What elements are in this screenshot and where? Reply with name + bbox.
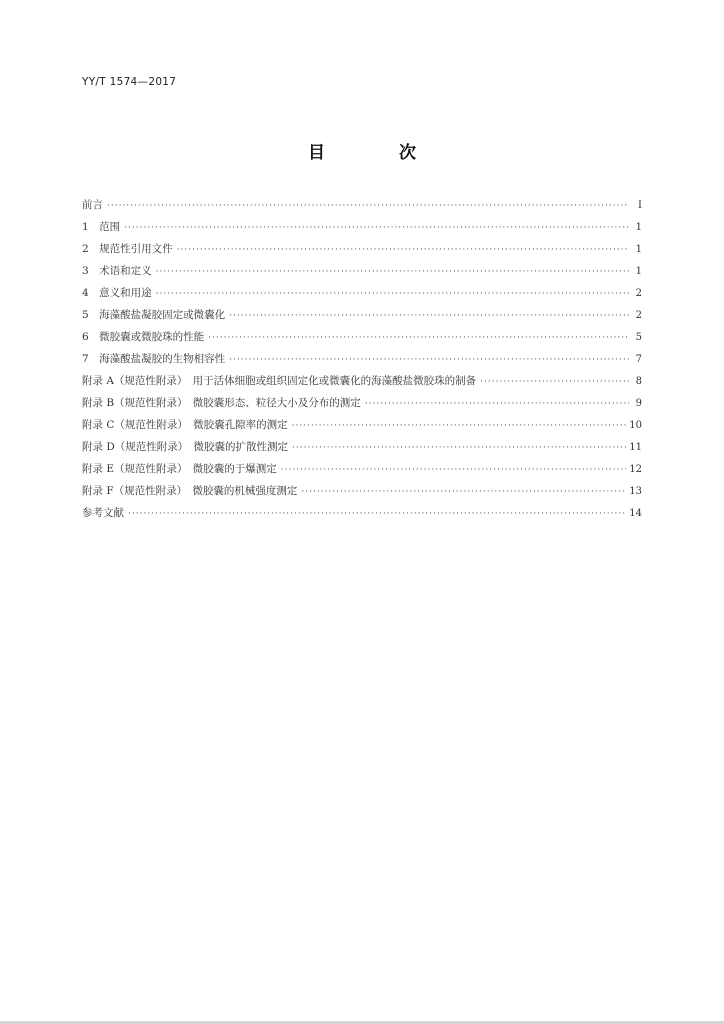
toc-entry[interactable] xyxy=(82,483,642,505)
toc-leader-dots xyxy=(208,333,629,343)
toc-entry-page-number: 7 xyxy=(635,354,642,365)
toc-entry-page-number: 11 xyxy=(629,442,642,453)
toc-entry[interactable] xyxy=(82,307,642,329)
toc-entry[interactable] xyxy=(82,241,642,263)
toc-entry[interactable] xyxy=(82,351,642,373)
toc-leader-dots xyxy=(229,355,629,365)
toc-entry-label: 附录 E（规范性附录） 微胶囊的于爆测定 xyxy=(82,463,277,475)
toc-entry-label: 前言 xyxy=(82,199,103,211)
toc-entry-page-number: 13 xyxy=(629,486,642,497)
toc-title: 目 次 xyxy=(308,143,450,163)
toc-entry-label: 附录 D（规范性附录） 微胶囊的扩散性测定 xyxy=(82,441,289,453)
toc-entry[interactable] xyxy=(82,417,642,439)
toc-leader-dots xyxy=(292,443,626,453)
toc-leader-dots xyxy=(281,465,627,475)
toc-entry-label: 附录 A（规范性附录） 用于活体细胞或组织固定化或微囊化的海藻酸盐微胶珠的制备 xyxy=(82,375,477,387)
toc-leader-dots xyxy=(156,267,629,277)
toc-leader-dots xyxy=(177,245,629,255)
table-of-contents xyxy=(82,197,642,527)
toc-entry-page-number: 1 xyxy=(635,244,642,255)
toc-entry-label: 6 微胶囊或微胶珠的性能 xyxy=(82,331,205,343)
toc-entry[interactable] xyxy=(82,329,642,351)
toc-entry-page-number: Ⅰ xyxy=(638,200,642,211)
toc-entry-label: 附录 B（规范性附录） 微胶囊形态、粒径大小及分布的测定 xyxy=(82,397,361,409)
toc-leader-dots xyxy=(128,509,626,519)
toc-entry[interactable] xyxy=(82,439,642,461)
toc-entry-page-number: 5 xyxy=(635,332,642,343)
toc-entry-label: 4 意义和用途 xyxy=(82,287,152,299)
toc-entry[interactable] xyxy=(82,263,642,285)
toc-entry[interactable] xyxy=(82,395,642,417)
toc-entry-label: 3 术语和定义 xyxy=(82,265,152,277)
toc-entry-page-number: 12 xyxy=(629,464,642,475)
toc-entry-label: 1 范围 xyxy=(82,221,121,233)
toc-leader-dots xyxy=(365,399,629,409)
toc-entry-page-number: 2 xyxy=(635,310,642,321)
toc-leader-dots xyxy=(229,311,629,321)
toc-entry-page-number: 9 xyxy=(635,398,642,409)
toc-leader-dots xyxy=(301,487,626,497)
toc-entry-label: 附录 F（规范性附录） 微胶囊的机械强度测定 xyxy=(82,485,298,497)
toc-entry-page-number: 1 xyxy=(635,222,642,233)
toc-entry-label: 附录 C（规范性附录） 微胶囊孔隙率的测定 xyxy=(82,419,288,431)
toc-entry-page-number: 10 xyxy=(629,420,642,431)
document-code: YY/T 1574—2017 xyxy=(82,76,177,88)
toc-entry-label: 参考文献 xyxy=(82,507,124,519)
toc-entry-label: 2 规范性引用文件 xyxy=(82,243,173,255)
toc-leader-dots xyxy=(292,421,627,431)
toc-entry-page-number: 2 xyxy=(635,288,642,299)
toc-leader-dots xyxy=(124,223,629,233)
toc-entry[interactable] xyxy=(82,373,642,395)
toc-entry-label: 7 海藻酸盐凝胶的生物相容性 xyxy=(82,353,226,365)
toc-entry-page-number: 1 xyxy=(635,266,642,277)
toc-entry[interactable] xyxy=(82,197,642,219)
toc-entry-page-number: 14 xyxy=(629,508,642,519)
toc-entry-page-number: 8 xyxy=(635,376,642,387)
toc-leader-dots xyxy=(480,377,629,387)
toc-entry[interactable] xyxy=(82,285,642,307)
toc-entry[interactable] xyxy=(82,219,642,241)
toc-entry[interactable] xyxy=(82,461,642,483)
toc-leader-dots xyxy=(156,289,629,299)
toc-entry-label: 5 海藻酸盐凝胶固定或微囊化 xyxy=(82,309,226,321)
toc-leader-dots xyxy=(107,201,629,211)
toc-entry[interactable] xyxy=(82,505,642,527)
